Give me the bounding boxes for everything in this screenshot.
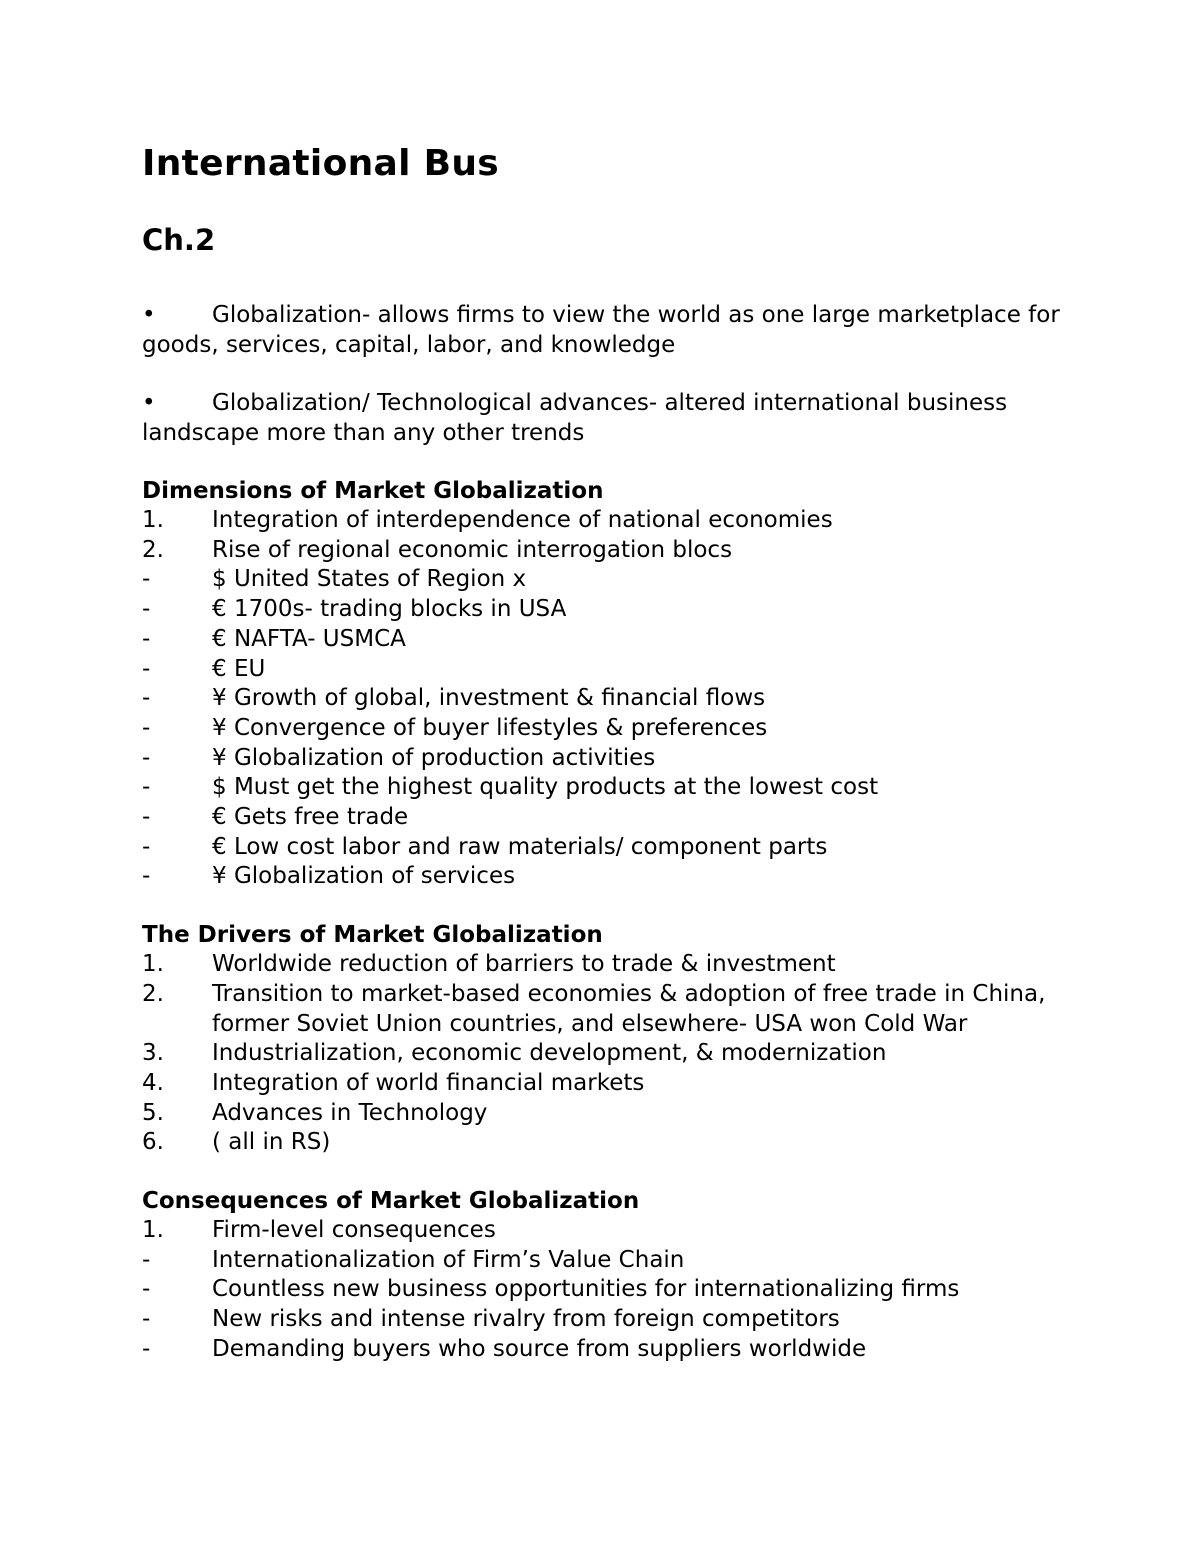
list-item	[142, 1246, 1062, 1276]
bullet-text: Globalization- allows firms to view the world as one large marketplace for goods, services, capital, labor, and knowledge	[142, 302, 1060, 358]
list-item-text: Countless new business opportunities for internationalizing firms	[212, 1276, 960, 1303]
list-marker: -	[142, 596, 151, 623]
list-item	[142, 565, 1062, 595]
list-item	[142, 773, 1062, 803]
list-item	[142, 536, 1062, 566]
list-marker: -	[142, 714, 151, 741]
list-marker: -	[142, 863, 151, 890]
section-heading: Dimensions of Market Globalization	[142, 478, 604, 504]
list-marker: -	[142, 1246, 151, 1273]
list-item	[142, 862, 1062, 892]
list-item-text: ¥ Growth of global, investment & financial flows	[212, 685, 766, 712]
section	[142, 920, 1062, 1158]
list-marker: -	[142, 833, 151, 860]
intro-bullets	[142, 300, 1062, 448]
list-item-text: Internationalization of Firm’s Value Chain	[212, 1246, 685, 1273]
list-marker: 5.	[142, 1099, 164, 1126]
list-marker: 1.	[142, 951, 164, 978]
section-heading: Consequences of Market Globalization	[142, 1188, 640, 1215]
chapter-heading: Ch.2	[142, 223, 216, 257]
list-marker: 2.	[142, 536, 164, 563]
list-item-text: Transition to market-based economies & adoption of free trade in China, former Soviet Union countries, and elsewhere- USA won Cold War	[212, 980, 1046, 1037]
list-item	[142, 980, 1062, 1039]
list-item	[142, 655, 1062, 685]
list-item	[142, 1275, 1062, 1305]
section	[142, 476, 1062, 892]
list-marker: -	[142, 1276, 151, 1303]
list-marker: 2.	[142, 980, 164, 1007]
list-item	[142, 744, 1062, 774]
bullet-marker: •	[142, 302, 156, 328]
list-item	[142, 506, 1062, 536]
list-item-text: $ United States of Region x	[212, 566, 527, 593]
list-item	[142, 1305, 1062, 1335]
list-item-text: ¥ Globalization of production activities	[212, 744, 656, 771]
list-item-text: Firm-level consequences	[212, 1217, 496, 1244]
list-item	[142, 1216, 1062, 1246]
list-item	[142, 1335, 1062, 1365]
section-heading: The Drivers of Market Globalization	[142, 922, 603, 949]
list-item-text: € EU	[212, 655, 266, 682]
list-item	[142, 595, 1062, 625]
bullet-text: Globalization/ Technological advances- altered international business landscape more than any other trends	[142, 390, 1008, 446]
list-marker: 6.	[142, 1129, 164, 1156]
list-marker: -	[142, 804, 151, 831]
list-marker: 4.	[142, 1069, 164, 1096]
document-title: International Bus	[142, 143, 499, 184]
list-item	[142, 833, 1062, 863]
list-marker: -	[142, 566, 151, 593]
list-item	[142, 1099, 1062, 1129]
list-item-text: New risks and intense rivalry from foreign competitors	[212, 1306, 840, 1333]
list-marker: 1.	[142, 507, 164, 533]
list-marker: -	[142, 744, 151, 771]
list-item-text: Advances in Technology	[212, 1099, 488, 1126]
list-item-text: ( all in RS)	[212, 1129, 331, 1156]
bullet-marker: •	[142, 390, 156, 416]
bullet-paragraph	[142, 388, 1062, 448]
list-item-text: € Gets free trade	[212, 804, 409, 831]
list-item-text: Demanding buyers who source from suppliers worldwide	[212, 1335, 867, 1362]
list-item	[142, 684, 1062, 714]
document-page	[142, 140, 1062, 1365]
list-item-text: Integration of world financial markets	[212, 1069, 645, 1096]
list-item	[142, 1128, 1062, 1158]
section	[142, 1186, 1062, 1365]
list-item-text: Rise of regional economic interrogation blocs	[212, 536, 733, 563]
list-marker: -	[142, 625, 151, 652]
list-item-text: Integration of interdependence of national economies	[212, 507, 833, 533]
bullet-paragraph	[142, 300, 1062, 360]
list-item-text: Industrialization, economic development, & modernization	[212, 1040, 887, 1067]
list-item-text: € 1700s- trading blocks in USA	[212, 596, 567, 623]
list-item-text: Worldwide reduction of barriers to trade & investment	[212, 951, 836, 978]
list-marker: -	[142, 655, 151, 682]
list-marker: -	[142, 1306, 151, 1333]
list-item-text: $ Must get the highest quality products at the lowest cost	[212, 774, 879, 801]
list-item	[142, 1039, 1062, 1069]
list-item	[142, 714, 1062, 744]
list-item-text: ¥ Globalization of services	[212, 863, 516, 890]
list-item	[142, 803, 1062, 833]
list-item	[142, 625, 1062, 655]
list-marker: -	[142, 685, 151, 712]
list-marker: 3.	[142, 1040, 164, 1067]
list-item	[142, 950, 1062, 980]
list-item-text: € Low cost labor and raw materials/ component parts	[212, 833, 828, 860]
list-marker: -	[142, 774, 151, 801]
list-item	[142, 1069, 1062, 1099]
list-item-text: ¥ Convergence of buyer lifestyles & preferences	[212, 714, 768, 741]
list-item-text: € NAFTA- USMCA	[212, 625, 406, 652]
list-marker: -	[142, 1335, 151, 1362]
sections-container	[142, 476, 1062, 1365]
list-marker: 1.	[142, 1217, 164, 1244]
